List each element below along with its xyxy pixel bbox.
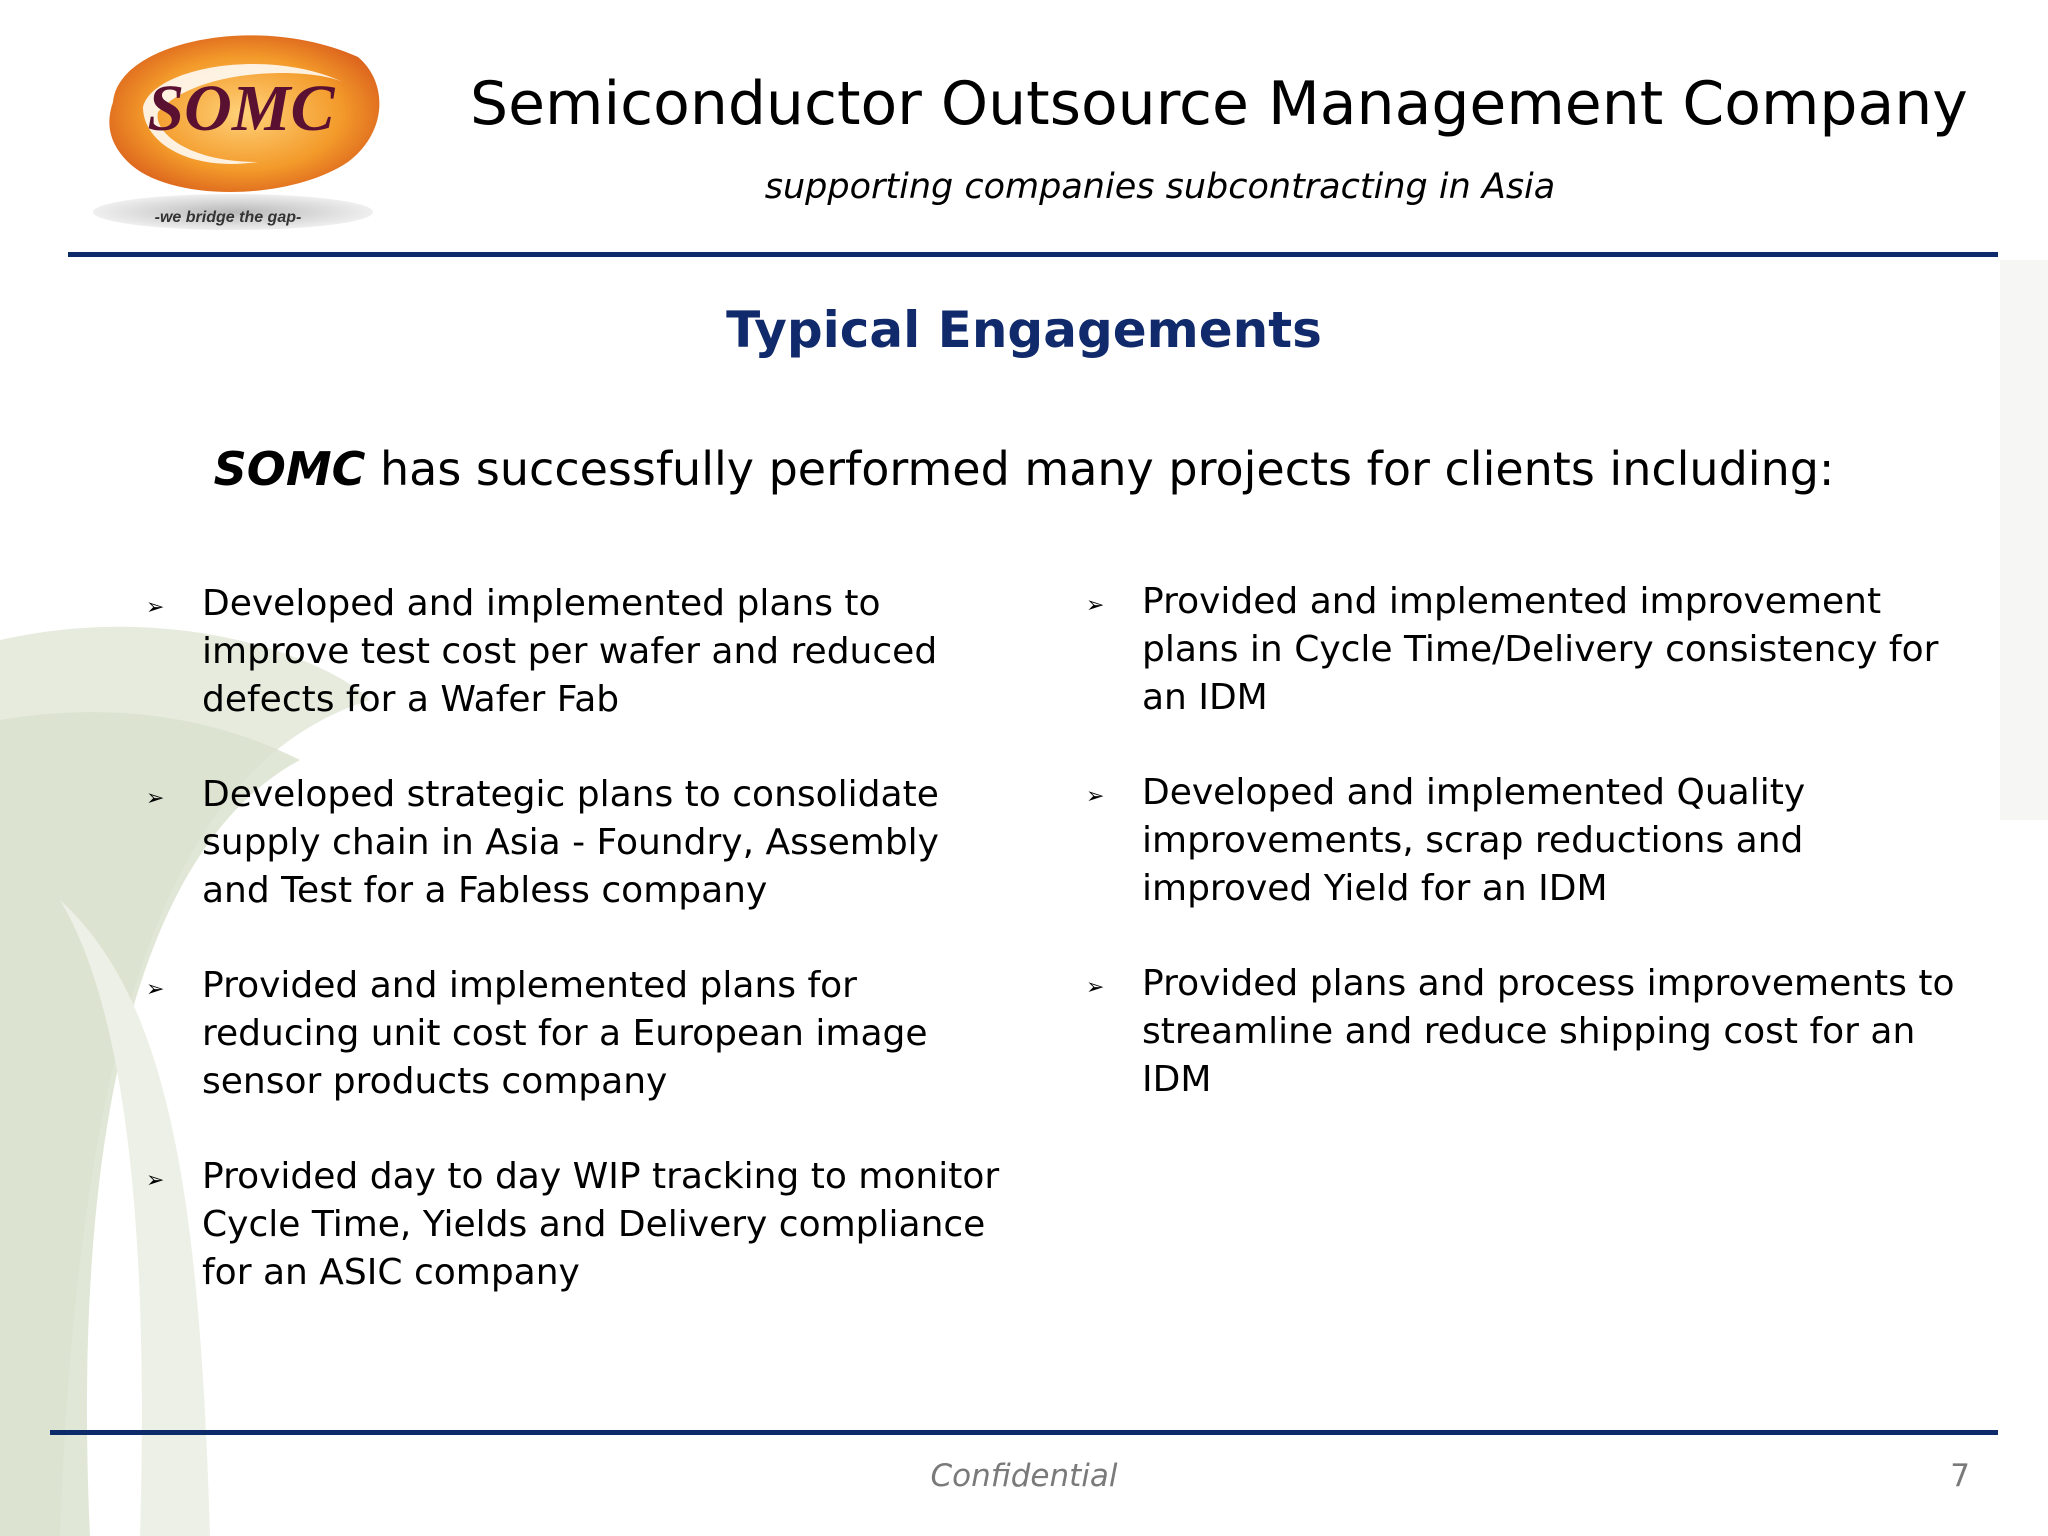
intro-sentence: [0, 441, 2048, 497]
list-item: [140, 580, 1010, 724]
logo-wordmark: SOMC: [147, 72, 335, 145]
list-item-text: Provided and implemented improvement plans in Cycle Time/Delivery consistency for an IDM: [1142, 581, 1939, 718]
list-item-text: Provided day to day WIP tracking to monitor Cycle Time, Yields and Delivery compliance for an ASIC company: [202, 1156, 1000, 1293]
list-item-text: Provided plans and process improvements to streamline and reduce shipping cost for an IDM: [1142, 963, 1955, 1100]
company-title: Semiconductor Outsource Management Company: [470, 69, 1968, 139]
arrow-bullet-icon: ➢: [146, 1168, 165, 1193]
company-subtitle: supporting companies subcontracting in Asia: [764, 167, 1556, 207]
section-title: Typical Engagements: [726, 301, 1322, 359]
list-item: [140, 962, 1010, 1106]
list-item: [140, 1153, 1010, 1297]
arrow-bullet-icon: ➢: [146, 595, 165, 620]
list-item-text: Developed and implemented Quality improvements, scrap reductions and improved Yield for an IDM: [1142, 772, 1806, 909]
page-number: 7: [1950, 1458, 1970, 1494]
list-item-text: Developed strategic plans to consolidate supply chain in Asia - Foundry, Assembly and Test for a Fabless company: [202, 774, 939, 911]
somc-logo: [58, 12, 408, 242]
intro-brand: SOMC: [213, 442, 366, 496]
list-item-text: Developed and implemented plans to improve test cost per wafer and reduced defects for a Wafer Fab: [202, 583, 938, 720]
footer-confidential: Confidential: [930, 1458, 1118, 1494]
list-item: [1080, 578, 1980, 722]
header-divider: [68, 252, 1998, 257]
arrow-bullet-icon: ➢: [146, 977, 165, 1002]
arrow-bullet-icon: ➢: [1086, 784, 1105, 809]
list-item-text: Provided and implemented plans for reducing unit cost for a European image sensor products company: [202, 965, 928, 1102]
footer-divider: [50, 1430, 1998, 1435]
list-item: [140, 771, 1010, 915]
list-item: [1080, 960, 1980, 1104]
arrow-bullet-icon: ➢: [1086, 975, 1105, 1000]
logo-tagline: -we bridge the gap-: [154, 209, 302, 226]
engagements-left-list: [140, 580, 1010, 1344]
arrow-bullet-icon: ➢: [1086, 593, 1105, 618]
intro-text: has successfully performed many projects for clients including:: [365, 442, 1835, 496]
list-item: [1080, 769, 1980, 913]
arrow-bullet-icon: ➢: [146, 786, 165, 811]
engagements-right-list: [1080, 578, 1980, 1151]
